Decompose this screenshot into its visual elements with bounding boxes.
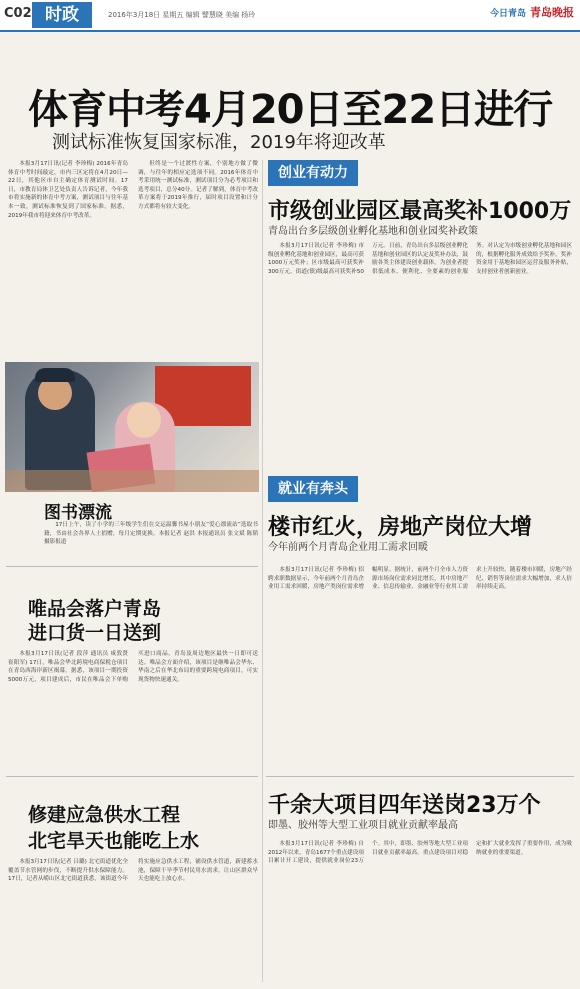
brand-prefix: 今日青岛	[489, 9, 526, 19]
startup-article: 本报3月17日讯(记者 李珍梅) 市级创业孵化基地和创业园区，最高可获1000万元奖补；区市级最高可获奖补300万元，街道(镇)级最高可获奖补50万元。日前，青岛出台多层级创业孵化基地和创业园区的认定及奖补办法，鼓励各类主体建设创业载体，为创业者提供低成本、便利化、全要素的创业服务。对认定为市级创业孵化基地和园区的，根据孵化服务成效给予奖补，奖补资金用于基地和园区运营及服务补贴，支持创业者创新创业。	[268, 243, 572, 275]
child-face	[127, 402, 161, 438]
vip-article: 本报3月17日讯(记者 段萍 通讯员 咸敦贤 崔阳军) 17日，唯品会华北跨境电商保税仓项目在青岛西海岸新区揭幕。据悉，该项目一期投资5000万元，项目建成后，市民在唯品会下单购买进口商品，青岛及周边地区最快一日即可送达。唯品会方面介绍，该项目是继唯品会华东、华南之后在华北布局的重要跨境电商项目，可实现货物快速通关。	[8, 651, 258, 683]
photo-caption: 17日上午，读了小学的三年级学生们在交运温馨书屋小朋友“爱心漂流站”选取书籍，书由社会各界人士捐赠，每月定期更换。本报记者 赵洪 本报通讯员 张文斌 陈韬 摄影报道	[44, 522, 258, 546]
jobs-title: 楼市红火，房地产岗位大增	[268, 515, 533, 540]
water-article: 本报3月17日讯(记者 吕璐) 北宅街道优化全覆盖节水管网的步伐，不断提升供水保障能力。17日，记者从崂山区北宅街道获悉，该街道今年将实施应急供水工程，铺设供水管道，新建蓄水池，保障干旱季节村民用水需求，让山区群众旱天也能吃上放心水。	[8, 859, 258, 883]
column-divider	[262, 160, 263, 982]
startup-title: 市级创业园区最高奖补1000万	[268, 199, 572, 224]
divider	[6, 566, 258, 567]
startup-section-bar: 创业有动力	[268, 160, 358, 186]
main-article-col1: 本报3月17日讯(记者 李珍梅) 2016年青岛体育中考时间敲定，市内三区定将在4月20日—22日，其他区市自主确定体育测试时间。17日，市教育局体卫艺处负责人告诉记者，今年我市将实施新的体育中考方案，测试项目与往年基本一致，测试标准恢复到了国家标准。据悉，2019年我市将迎来体育中考改革。	[8, 161, 128, 219]
page-header	[0, 0, 580, 32]
main-headline: 体育中考4月20日至22日进行	[28, 87, 553, 133]
officer-cap	[35, 368, 75, 382]
brand-logo	[490, 4, 574, 20]
photo-heading: 图书漂流	[44, 503, 112, 523]
startup-subtitle: 青岛出台多层级创业孵化基地和创业园奖补政策	[268, 226, 478, 237]
brand-name: 青岛晚报	[530, 6, 574, 19]
projects-subtitle: 即墨、胶州等大型工业项目就业贡献率最高	[268, 820, 458, 831]
shelf	[5, 470, 259, 492]
issue-meta: 2016年3月18日 星期五 编辑 譬慧晓 美编 杨玲	[108, 11, 256, 19]
divider	[266, 776, 574, 777]
main-subheadline: 测试标准恢复国家标准，2019年将迎改革	[52, 132, 386, 153]
jobs-section-bar: 就业有奔头	[268, 476, 358, 502]
main-article-col2: 但终是一个过渡性方案，个别地方做了微调，与往年的相应定选项不同。2016年体育中考采用统一测试标准，测试项目分为必考项目和选考项目，总分40分。记者了解到，体育中考改革方案将于2019年推行，届时项目设置和计分方式都将有较大变化。	[138, 161, 258, 210]
projects-article: 本报3月17日讯(记者 李珍梅) 自2012年以来，青岛1677个重点建设项目累计开工建设，提供就业岗位23万个。其中，即墨、胶州等地大型工业项目就业贡献率最高。重点建设项目对稳定和扩大就业发挥了重要作用，成为吸纳就业的重要渠道。	[268, 841, 572, 865]
divider	[6, 776, 258, 777]
vip-title-2: 进口货一日送到	[28, 622, 162, 644]
water-title-2: 北宅旱天也能吃上水	[28, 830, 200, 852]
book-drift-photo	[5, 362, 259, 492]
water-title-1: 修建应急供水工程	[28, 804, 181, 826]
jobs-article: 本报3月17日讯(记者 李珍梅) 招聘求职数据显示，今年前两个月青岛企业用工需求回暖，房地产类岗位需求增幅明显。据统计，前两个月全市人力资源市场岗位需求同比增长，其中房地产业、信息传输业、金融业等行业用工需求上升较快。随着楼市回暖，房地产经纪、销售等岗位需求大幅增加，求人倍率持续走高。	[268, 567, 572, 591]
section-tab[interactable]: 时政	[32, 2, 92, 28]
page-number: C02	[4, 6, 32, 21]
jobs-subtitle: 今年前两个月青岛企业用工需求回暖	[268, 542, 428, 553]
vip-title-1: 唯品会落户青岛	[28, 598, 162, 620]
projects-title: 千余大项目四年送岗23万个	[268, 793, 541, 818]
